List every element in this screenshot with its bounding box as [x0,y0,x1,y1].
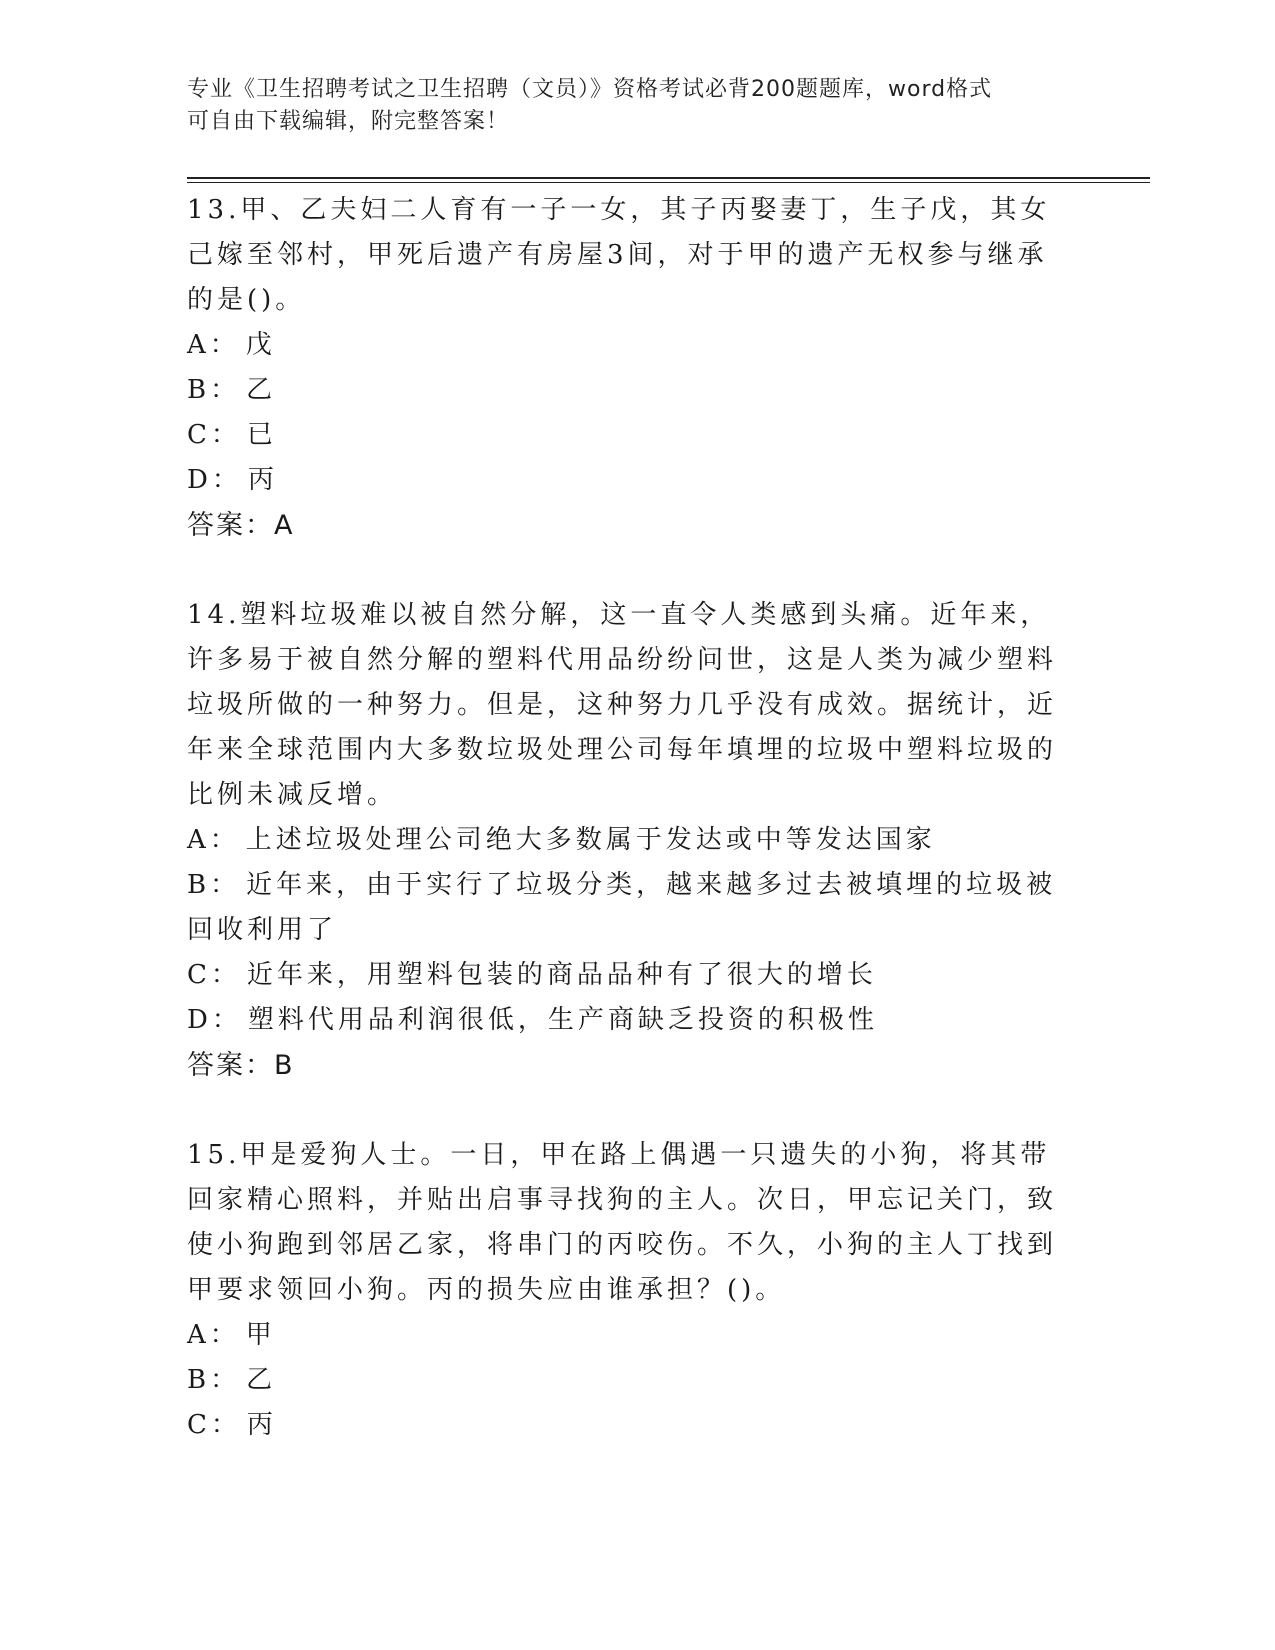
option-text: 近年来，由于实行了垃圾分类，越来越多过去被填埋的垃圾被回收利用了 [187,870,1057,945]
header-line-1: 专业《卫生招聘考试之卫生招聘（文员）》资格考试必背200题题库，word格式 [187,77,993,102]
answer-label: 答案：A [187,510,295,541]
option-b [187,368,1077,413]
question-15 [187,1133,1077,1448]
question-spacer [187,548,1077,593]
option-key: C： [187,1410,241,1440]
option-key: D： [187,465,242,495]
option-text: 塑料代用品利润很低，生产商缺乏投资的积极性 [247,1005,878,1035]
option-a [187,323,1077,368]
question-text: 14.塑料垃圾难以被自然分解，这一直令人类感到头痛。近年来，许多易于被自然分解的塑料代用品纷纷问世，这是人类为减少塑料垃圾所做的一种努力。但是，这种努力几乎没有成效。据统计，近年来全球范围内大多数垃圾处理公司每年填埋的垃圾中塑料垃圾的比例未减反增。 [187,600,1058,810]
option-key: B： [187,1365,241,1395]
option-c [187,413,1077,458]
question-list [187,188,1077,1448]
option-key: D： [187,1005,242,1035]
option-text: 丙 [246,1410,277,1440]
option-text: 甲 [245,1320,276,1350]
answer-label: 答案：B [187,1050,295,1081]
option-b [187,863,1077,953]
option-text: 丙 [247,465,278,495]
header-divider-thin [187,182,1150,183]
option-c [187,1403,1077,1448]
option-text: 近年来，用塑料包装的商品品种有了很大的增长 [246,960,877,990]
question-13 [187,188,1077,548]
option-d [187,998,1077,1043]
option-key: A： [187,330,240,360]
option-b [187,1358,1077,1403]
document-header [187,74,1067,138]
option-a [187,818,1077,863]
option-c [187,953,1077,998]
option-key: B： [187,870,241,900]
question-14 [187,593,1077,1088]
header-divider-thick [187,177,1150,179]
option-key: C： [187,960,241,990]
question-text: 15.甲是爱狗人士。一日，甲在路上偶遇一只遗失的小狗，将其带回家精心照料，并贴出启事寻找狗的主人。次日，甲忘记关门，致使小狗跑到邻居乙家，将串门的丙咬伤。不久，小狗的主人丁找到甲要求领回小狗。丙的损失应由谁承担？()。 [187,1140,1058,1305]
option-text: 上述垃圾处理公司绝大多数属于发达或中等发达国家 [245,825,936,855]
option-text: 戊 [245,330,276,360]
header-line-2: 可自由下载编辑，附完整答案！ [187,109,510,134]
option-key: B： [187,375,241,405]
option-key: A： [187,825,240,855]
option-a [187,1313,1077,1358]
option-text: 已 [246,420,277,450]
question-spacer [187,1088,1077,1133]
option-d [187,458,1077,503]
option-key: C： [187,420,241,450]
option-key: A： [187,1320,240,1350]
option-text: 乙 [246,1365,277,1395]
option-text: 乙 [246,375,277,405]
question-text: 13.甲、乙夫妇二人育有一子一女，其子丙娶妻丁，生子戊，其女己嫁至邻村，甲死后遗产有房屋3间，对于甲的遗产无权参与继承的是()。 [187,195,1051,315]
